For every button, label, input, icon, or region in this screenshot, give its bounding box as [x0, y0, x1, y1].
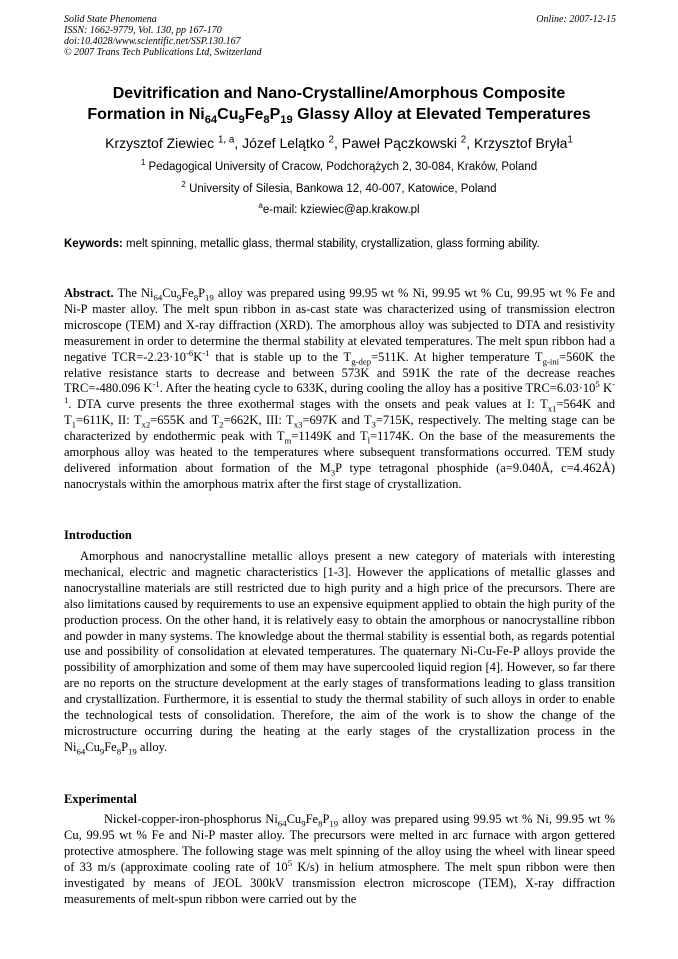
keywords: Keywords: melt spinning, metallic glass, thermal stability, crystallization, glass forming ability. — [64, 238, 540, 250]
experimental-text: Nickel-copper-iron-phosphorus $Ni_{64}Cu_9Fe_8P_{19}$ alloy was prepared using 99.95 wt % Ni, 99.95 wt % Cu, 99.95 wt % Fe and Ni-P master alloy. The precursors were melted in arc furnace with argon gettered protective atmosphere. The following stage was melt spinning of the alloy using the wheel with linear speed of 33 m/s (approximate cooling rate of $10^5$ K/s) in helium atmosphere. The melt spun ribbon were then investigated by means of JEOL 300kV transmission electron microscope (TEM), X-ray diffraction measurements of melt-spun ribbon were carried out by the — [64, 812, 616, 906]
online-date: Online: 2007-12-15 — [536, 14, 616, 25]
affiliation-2: $^2$ University of Silesia, Bankowa 12, 40-007, Katowice, Poland — [181, 180, 497, 195]
copyright-line: © 2007 Trans Tech Publications Ltd, Switzerland — [64, 47, 262, 58]
journal-name: Solid State Phenomena — [64, 14, 157, 25]
author-email: $^a$e-mail: kziewiec@ap.krakow.pl — [258, 201, 420, 216]
keywords-label: Keywords: — [64, 238, 123, 250]
paper-title — [40, 83, 638, 125]
doi-line: doi:10.4028/www.scientific.net/SSP.130.167 — [64, 36, 241, 47]
title-line-2: Formation in $Ni_{64}Cu_9Fe_8P_{19}$ Glassy Alloy at Elevated Temperatures — [87, 106, 591, 127]
journal-header — [64, 14, 616, 58]
abstract-label: Abstract. — [64, 286, 114, 300]
abstract: Abstract. The $Ni_{64}Cu_9Fe_8P_{19}$ alloy was prepared using 99.95 wt % Ni, 99.95 wt % Cu, 99.95 wt % Fe and Ni-P master alloy. The melt spun ribbon in as-cast state was characterized using of transmission electron microscope (TEM) and X-ray diffraction (XRD). The amorphous alloy was subjected to DTA and resistivity measurement in order to determine the thermal stability at elevated temperatures. The melt spun ribbon had a negative $TCR=-2.23\cdot 10^{-6}K^{-1}$ that is stable up to the $T_{g-dep}=511K$. At higher temperature $T_{g-ini}=560K$ the relative resistance starts to decrease and between 573K and 591K the rate of the decrease reaches TRC=-480.096 $K^{-1}$. After the heating cycle to 633K, during cooling the alloy has a positive $TRC=6.03\cdot 10^5$ $K^{-1}$. DTA curve presents the three exothermal stages with the onsets and peak values at I: $T_{x1}=564K$ and $T_1=611K$, II: $T_{x2}=655K$ and $T_2=662K$, III: $T_{x3}=697K$ and $T_3=715K$, respectively. The melting stage can be characterized by endothermic peak with $T_m=1149K$ and $T_l=1174K$. On the base of the measurements the amorphous alloy was heated to the temperatures where subsequent transformations occurred. TEM study delivered information about formation of the $M_3P$ type tetragonal phosphide (a=9.040Å, c=4.462Å) nanocrystals within the amorphous matrix after the first stage of crystallization. — [64, 286, 616, 491]
affiliation-1: $^1$ Pedagogical University of Cracow, Podchorążych 2, 30-084, Kraków, Poland — [140, 158, 538, 173]
introduction-text: Amorphous and nanocrystalline metallic alloys present a new category of materials with interesting mechanical, electric and magnetic characteristics [1-3]. However the applications of metallic glasses and nanocrystalline materials are still restricted due to high purity and a high price of the precursors. There are also limitations caused by requirements to use an expensive equipment applied to obtain the high purity of the production process. On the other hand, it is relatively easy to obtain the amorphous or nanocrystalline ribbon and powder in many systems. The knowledge about the thermal stability is essential both, as regards potential use and possibility of consolidation at elevated temperatures. The quaternary Ni-Cu-Fe-P alloys provide the possibility of amorphization and some of them may have supercooled liquid region [4]. However, so far there are no reports on the structure development at the early stages of transformations leading to glass transition and crystallization. Furthermore, it is essential to study the thermal stability of such alloys in order to enable the technological tests of consolidation. Therefore, the aim of the work is to show the change of the microstructure occurring during the heating at the early stages of the crystallization process in the $Ni_{64}Cu_9Fe_8P_{19}$ alloy. — [64, 549, 615, 757]
introduction-heading: Introduction — [64, 528, 132, 542]
experimental-heading: Experimental — [64, 792, 137, 806]
issn-line: ISSN: 1662-9779, Vol. 130, pp 167-170 — [64, 25, 222, 36]
title-line-1: Devitrification and Nano-Crystalline/Amorphous Composite — [112, 85, 566, 102]
author-list: Krzysztof Ziewiec $^{1, a}$, Józef Lelątko $^2$, Paweł Pączkowski $^2$, Krzysztof Bryła$^1$ — [105, 134, 573, 151]
